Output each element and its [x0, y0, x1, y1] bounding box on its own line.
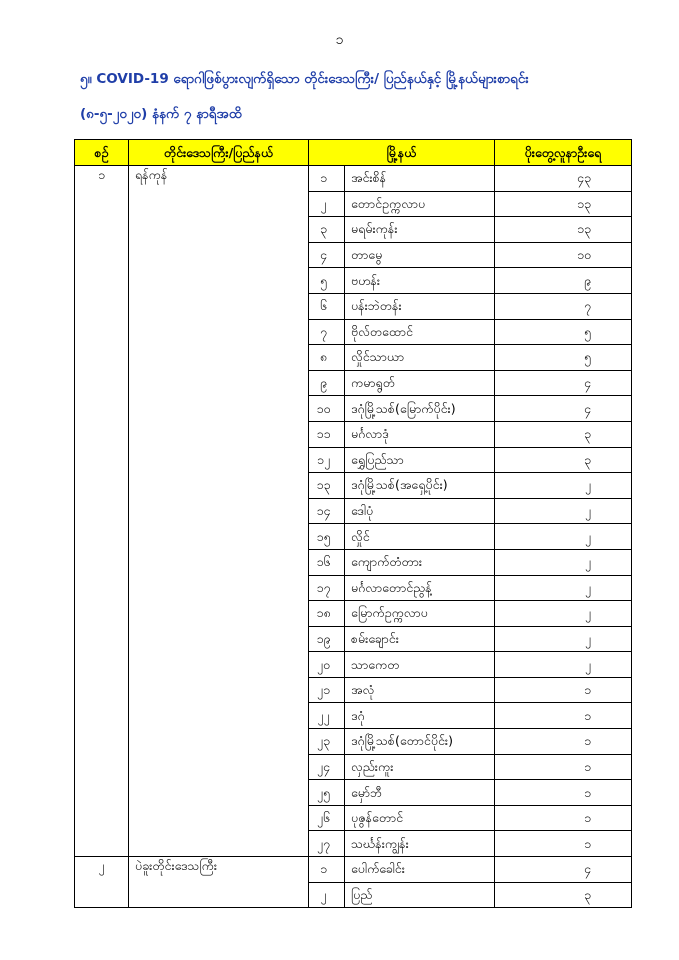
region-number: ၂: [75, 857, 129, 908]
case-count: ၂: [495, 575, 632, 601]
township-number: ၂: [309, 191, 345, 217]
case-count: ၁: [495, 831, 632, 857]
case-count: ၂: [495, 498, 632, 524]
header-township: မြို့နယ်: [309, 140, 495, 166]
case-count: ၉: [495, 268, 632, 294]
case-count: ၂: [495, 652, 632, 678]
township-name: အလုံ: [345, 677, 495, 703]
township-number: ၂၆: [309, 805, 345, 831]
case-count: ၄: [495, 370, 632, 396]
township-name: ပန်းဘဲတန်း: [345, 293, 495, 319]
region-number: ၁: [75, 166, 129, 857]
township-number: ၁၈: [309, 601, 345, 627]
township-number: ၁: [309, 857, 345, 883]
covid-township-table: [74, 139, 632, 908]
township-number: ၁၃: [309, 473, 345, 499]
township-number: ၂၅: [309, 780, 345, 806]
township-number: ၁၉: [309, 626, 345, 652]
case-count: ၂: [495, 626, 632, 652]
township-name: ပြည်: [345, 882, 495, 908]
township-name: လှိုင်: [345, 524, 495, 550]
township-number: ၂၄: [309, 754, 345, 780]
township-name: မြောက်ဥက္ကလာပ: [345, 601, 495, 627]
township-number: ၃: [309, 217, 345, 243]
case-count: ၃: [495, 421, 632, 447]
case-count: ၄: [495, 857, 632, 883]
township-name: ရွှေပြည်သာ: [345, 447, 495, 473]
case-count: ၁၃: [495, 191, 632, 217]
township-number: ၅: [309, 268, 345, 294]
township-number: ၂၃: [309, 729, 345, 755]
case-count: ၁: [495, 703, 632, 729]
township-name: လှိုင်သာယာ: [345, 345, 495, 371]
township-name: ဒဂုံ: [345, 703, 495, 729]
case-count: ၁: [495, 729, 632, 755]
case-count: ၂: [495, 601, 632, 627]
township-name: ဒဂုံမြို့သစ်(အရှေ့ပိုင်း): [345, 473, 495, 499]
township-name: မှော်ဘီ: [345, 780, 495, 806]
case-count: ၁: [495, 780, 632, 806]
document-subtitle-date: (၈-၅-၂၀၂၀) နံနက် ၇ နာရီအထိ: [80, 106, 242, 122]
township-name: သာကေတ: [345, 652, 495, 678]
township-number: ၁၆: [309, 549, 345, 575]
region-name: ရန်ကုန်: [129, 166, 309, 857]
township-number: ၉: [309, 370, 345, 396]
header-region: တိုင်းဒေသကြီး/ပြည်နယ်: [129, 140, 309, 166]
township-name: ပေါက်ခေါင်း: [345, 857, 495, 883]
township-name: တာမွေ: [345, 242, 495, 268]
case-count: ၇: [495, 293, 632, 319]
case-count: ၁: [495, 754, 632, 780]
page-number: ၁: [335, 32, 344, 48]
case-count: ၂: [495, 549, 632, 575]
case-count: ၄၃: [495, 166, 632, 192]
township-number: ၁၅: [309, 524, 345, 550]
township-name: တောင်ဥက္ကလာပ: [345, 191, 495, 217]
case-count: ၃: [495, 882, 632, 908]
case-count: ၅: [495, 345, 632, 371]
township-number: ၂၁: [309, 677, 345, 703]
township-name: ဗိုလ်တထောင်: [345, 319, 495, 345]
case-count: ၂: [495, 524, 632, 550]
township-name: ဒဂုံမြို့သစ်(မြောက်ပိုင်း): [345, 396, 495, 422]
township-name: စမ်းချောင်း: [345, 626, 495, 652]
township-name: မင်္ဂလာဒုံ: [345, 421, 495, 447]
township-number: ၇: [309, 319, 345, 345]
township-number: ၂၀: [309, 652, 345, 678]
township-number: ၁၀: [309, 396, 345, 422]
table-row: [75, 857, 632, 883]
township-number: ၄: [309, 242, 345, 268]
township-name: ကမာရွတ်: [345, 370, 495, 396]
township-number: ၁၇: [309, 575, 345, 601]
case-count: ၁၃: [495, 217, 632, 243]
township-name: ဗဟန်း: [345, 268, 495, 294]
township-name: ဒေါပုံ: [345, 498, 495, 524]
township-number: ၁: [309, 166, 345, 192]
township-number: ၁၄: [309, 498, 345, 524]
case-count: ၁၀: [495, 242, 632, 268]
township-number: ၆: [309, 293, 345, 319]
township-number: ၁၂: [309, 447, 345, 473]
table-header-row: [75, 140, 632, 166]
township-name: မရမ်းကုန်း: [345, 217, 495, 243]
document-title: ၅။ COVID-19 ရောဂါဖြစ်ပွားလျက်ရှိသော တိုင်းဒေသကြီး/ ပြည်နယ်နှင့် မြို့နယ်များစာရင်း: [80, 71, 529, 87]
case-count: ၃: [495, 447, 632, 473]
township-name: ပုဇွန်တောင်: [345, 805, 495, 831]
township-number: ၈: [309, 345, 345, 371]
table-body: [75, 166, 632, 908]
township-name: မင်္ဂလာတောင်ညွန့်: [345, 575, 495, 601]
case-count: ၂: [495, 473, 632, 499]
case-count: ၄: [495, 396, 632, 422]
township-name: ကျောက်တံတား: [345, 549, 495, 575]
township-number: ၁၁: [309, 421, 345, 447]
township-number: ၂၇: [309, 831, 345, 857]
header-no: စဉ်: [75, 140, 129, 166]
township-number: ၂၂: [309, 703, 345, 729]
township-name: ဒဂုံမြို့သစ်(တောင်ပိုင်း): [345, 729, 495, 755]
table-row: [75, 166, 632, 192]
case-count: ၅: [495, 319, 632, 345]
case-count: ၁: [495, 677, 632, 703]
township-name: အင်းစိန်: [345, 166, 495, 192]
township-name: လှည်းကူး: [345, 754, 495, 780]
region-name: ပဲခူးတိုင်းဒေသကြီး: [129, 857, 309, 908]
case-count: ၁: [495, 805, 632, 831]
header-cases: ပိုးတွေ့လူနာဦးရေ: [495, 140, 632, 166]
township-name: သင်္ဃန်းကျွန်း: [345, 831, 495, 857]
township-number: ၂: [309, 882, 345, 908]
